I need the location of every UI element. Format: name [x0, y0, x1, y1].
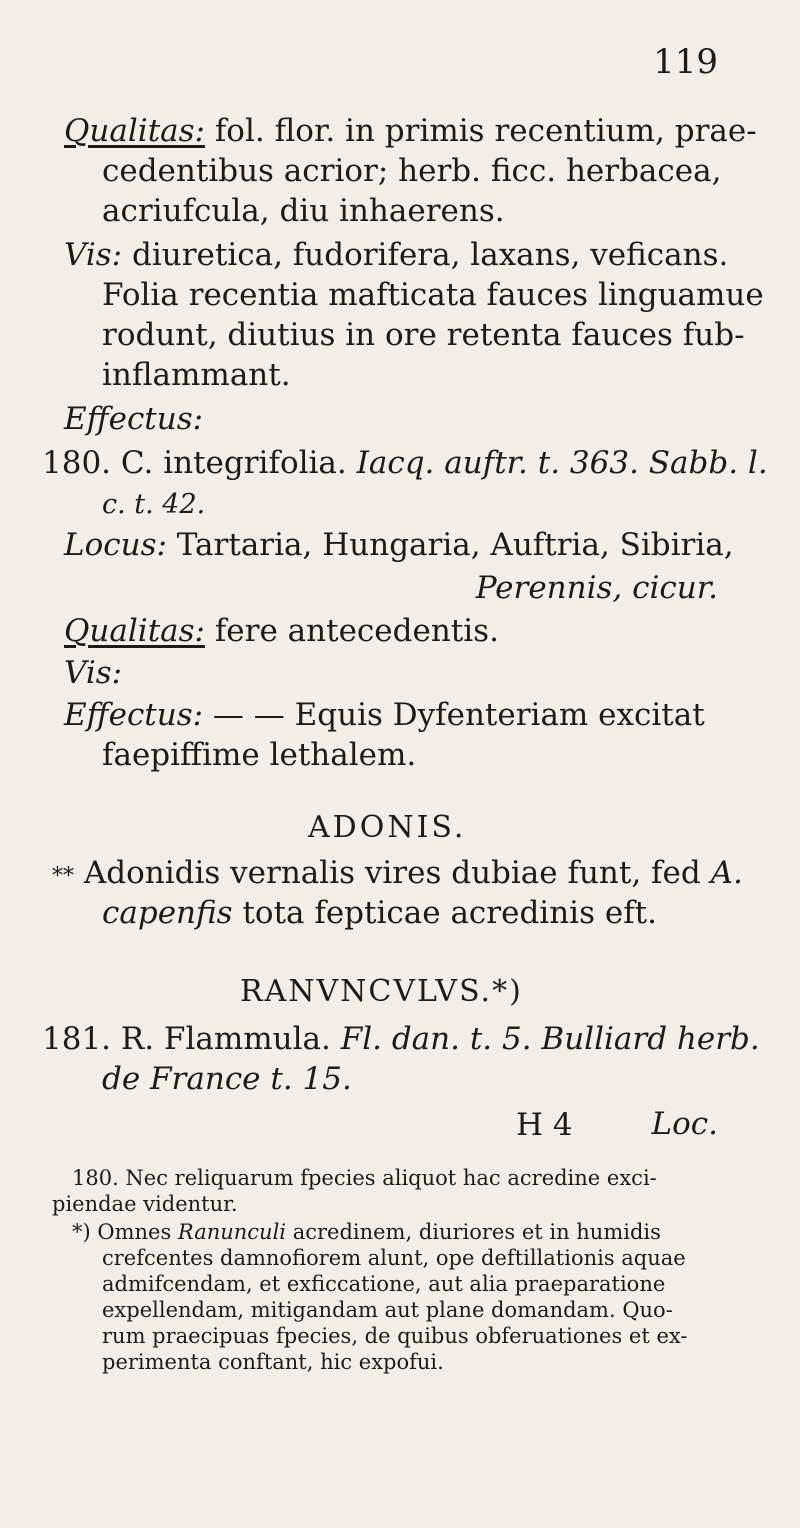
entry-180-qualitas-line — [64, 612, 499, 650]
locus-line — [64, 526, 734, 564]
entry-181-name: R. Flammula. — [111, 1021, 341, 1057]
entry-180-vis-label: Vis: — [64, 655, 123, 691]
effectus-label: Effectus: — [64, 401, 204, 437]
entry-180-qualitas-label: Qualitas: — [64, 613, 205, 649]
vis-line-4: inflammant. — [102, 357, 291, 393]
footnote-star-rest: acredinem, diuriores et in humidis — [286, 1220, 661, 1244]
entry-180-qualitas-text: fere antecedentis. — [204, 613, 499, 649]
page-number: 119 — [653, 42, 718, 82]
footnote-star-line-4: expellendam, mitigandam aut plane domandam. Quo- — [102, 1298, 673, 1322]
entry-180-line-1 — [42, 444, 768, 482]
footnote-star-genus: Ranunculi — [177, 1220, 287, 1244]
footnote-star-lead: *) Omnes — [72, 1220, 178, 1244]
vis-line-3: rodunt, diutius in ore retenta fauces fub- — [102, 317, 745, 353]
adonis-line-1 — [52, 854, 743, 896]
adonis-species: capenfis — [102, 895, 233, 931]
locus-label: Locus: — [64, 527, 167, 563]
signature-mark: H 4 — [516, 1107, 573, 1143]
locus-text: Tartaria, Hungaria, Auftria, Sibiria, — [166, 527, 734, 563]
footnote-star-line-2: crefcentes damnofiorem alunt, ope deftillationis aquae — [102, 1246, 686, 1270]
vis-line-2: Folia recentia mafticata fauces linguamue — [102, 277, 764, 313]
perennis-note: Perennis, cicur. — [475, 570, 718, 606]
footnote-star-line-1 — [72, 1220, 661, 1245]
qualitas-line-3: acriufcula, diu inhaerens. — [102, 193, 505, 229]
entry-180-number: 180. — [42, 445, 112, 481]
entry-180-effectus-text-2: faepiffime lethalem. — [102, 737, 417, 773]
entry-181-ref-2: de France t. 15. — [102, 1061, 352, 1097]
footnote-star-line-3: admifcendam, et exficcatione, aut alia praeparatione — [102, 1272, 666, 1296]
qualitas-line-2: cedentibus acrior; herb. ficc. herbacea, — [102, 153, 722, 189]
adonis-mark: ** — [52, 864, 74, 889]
entry-181-line-1 — [42, 1020, 760, 1058]
vis-label: Vis: — [64, 237, 123, 273]
entry-180-effectus-line — [64, 696, 705, 734]
footnote-star-line-5: rum praecipuas fpecies, de quibus obferuationes et ex- — [102, 1324, 688, 1348]
adonis-text-2: tota fepticae acredinis eft. — [232, 895, 657, 931]
entry-180-ref-2: c. t. 42. — [102, 489, 206, 520]
vis-line-1 — [64, 236, 728, 274]
adonis-heading: ADONIS. — [308, 810, 467, 845]
entry-181-ref-1: Fl. dan. t. 5. Bulliard herb. — [340, 1021, 760, 1057]
entry-180-effectus-label: Effectus: — [64, 697, 204, 733]
adonis-line-2 — [102, 894, 657, 932]
entry-180-ref-1: Iacq. auftr. t. 363. Sabb. l. — [356, 445, 768, 481]
entry-180-effectus-text-1: — — Equis Dyfenteriam excitat — [203, 697, 705, 733]
qualitas-line-1 — [64, 112, 757, 150]
entry-181-number: 181. — [42, 1021, 112, 1057]
vis-text-1: diuretica, fudorifera, laxans, veficans. — [122, 237, 729, 273]
catchword: Loc. — [651, 1106, 718, 1142]
ranunculus-heading: RANVNCVLVS.*) — [240, 974, 523, 1009]
footnote-180-line-2: piendae videntur. — [52, 1192, 238, 1216]
adonis-text-1: Adonidis vernalis vires dubiae funt, fed — [74, 855, 711, 891]
qualitas-label: Qualitas: — [64, 113, 205, 149]
adonis-genus-abbr: A. — [710, 855, 743, 891]
qualitas-text-1: fol. flor. in primis recentium, prae- — [204, 113, 757, 149]
footnote-star-line-6: perimenta conftant, hic expofui. — [102, 1350, 444, 1374]
entry-180-name: C. integrifolia. — [111, 445, 357, 481]
footnote-180-line-1: 180. Nec reliquarum fpecies aliquot hac acredine exci- — [72, 1166, 657, 1190]
